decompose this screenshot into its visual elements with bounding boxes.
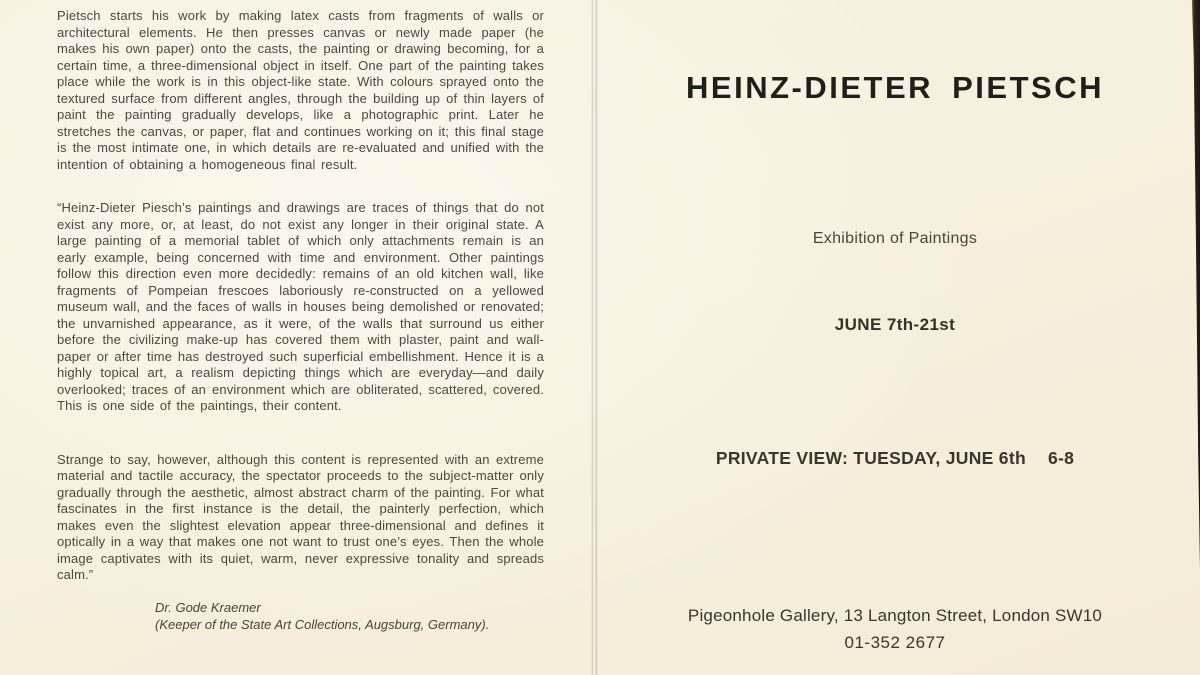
cover-page — [596, 0, 1194, 675]
paragraph-quote-part-1: “Heinz-Dieter Piesch’s paintings and drawings are traces of things that do not exist any more, or, at least, do not exist any longer in their original state. A large painting of a memorial tablet of which only attachments remain is an early example, being concerned with time and environment. Other paintings follow this direction even more decidedly: remains of an old kitchen wall, like fragments of Pompeian frescoes laboriously re-constructed on a yellowed museum wall, and the faces of walls in houses being demolished or renovated; the unvarnished appearance, as it were, of the walls that surround us either before the civilizing make-up has covered them with plaster, paint and wall-paper or after time has destroyed such superficial embellishment. Hence it is a highly topical art, a realism depicting things which are everyday—and daily overlooked; traces of an environment which are obliterated, scattered, covered. This is one side of the paintings, their content. — [57, 200, 544, 413]
gallery-address: Pigeonhole Gallery, 13 Langton Street, London SW10 — [687, 606, 1103, 625]
exhibition-subtitle: Exhibition of Paintings — [812, 230, 978, 247]
left-page-text-column — [57, 8, 544, 633]
paragraph-working-process: Pietsch starts his work by making latex casts from fragments of walls or architectural elements. He then presses canvas or newly made paper (he makes his own paper) onto the casts, the painting or drawing becoming, for a certain time, a three-dimensional object in itself. One part of the painting takes place while the work is in this object-like state. With colours sprayed onto the textured surface from different angles, through the building up of thin layers of paint the painting gradually develops, like a photographic print. Later he stretches the canvas, or paper, flat and continues working on it; this final stage is the most intimate one, in which details are re-evaluated and unified with the intention of obtaining a homogeneous final result. — [57, 8, 544, 172]
private-view-line — [596, 448, 1194, 469]
exhibition-dates: JUNE 7th-21st — [834, 315, 956, 334]
credit-block — [155, 599, 544, 633]
artist-name-title: HEINZ-DIETER PIETSCH — [686, 70, 1104, 105]
gallery-phone: 01-352 2677 — [844, 633, 946, 652]
credit-author-name: Dr. Gode Kraemer — [155, 599, 261, 615]
paragraph-quote-part-2: Strange to say, however, although this content is represented with an extreme material and tactile accuracy, the spectator proceeds to the subject-matter only gradually through the aesthetic, almost abstract charm of the painting. For what fascinates in the first instance is the detail, the painterly perfection, which makes even the slightest elevation appear three-dimensional and defines it optically in a way that makes one not want to trust one’s eyes. Then the whole image captivates with its quiet, warm, never expressive tonality and spreads calm.” — [57, 451, 544, 582]
private-view-label: PRIVATE VIEW: TUESDAY, JUNE 6th — [715, 448, 1026, 468]
credit-author-title: (Keeper of the State Art Collections, Augsburg, Germany). — [155, 616, 490, 632]
private-view-time: 6-8 — [1047, 448, 1075, 468]
